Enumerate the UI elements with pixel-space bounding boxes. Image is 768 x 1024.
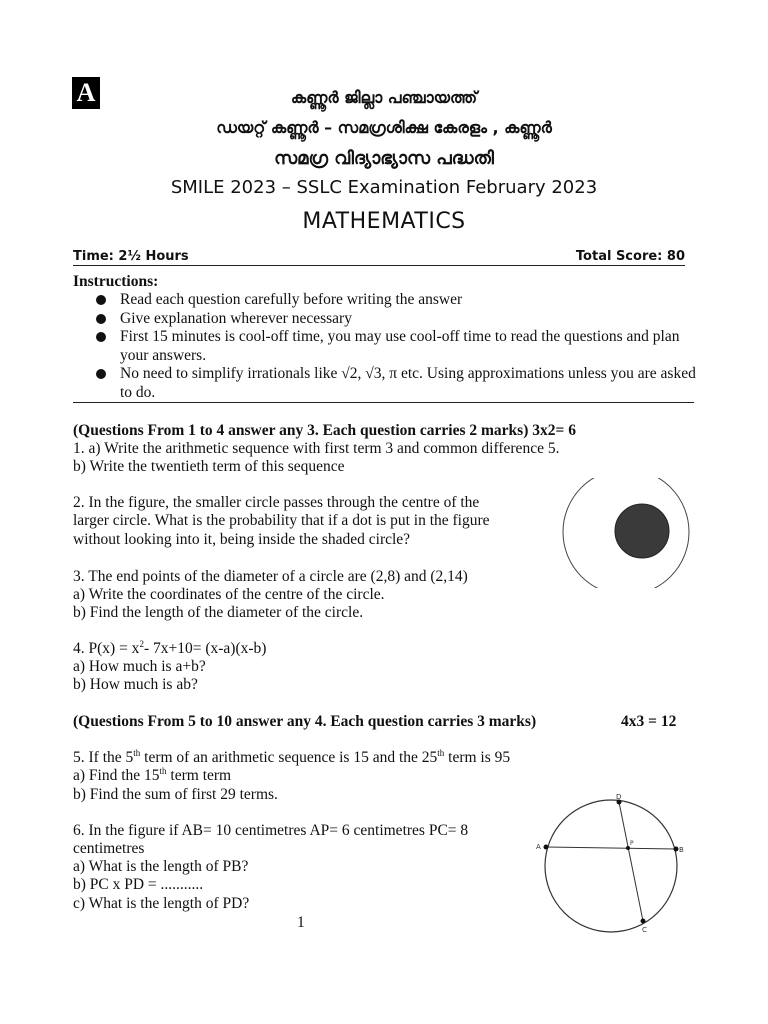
divider (73, 265, 685, 266)
shaded-circle (615, 504, 669, 558)
chord-ab (546, 847, 676, 849)
question-2-line2: larger circle. What is the probability that if a dot is put in the figure (73, 512, 490, 529)
exam-meta (73, 249, 685, 264)
section2-heading: (Questions From 5 to 10 answer any 4. Each question carries 3 marks) (73, 713, 537, 730)
q5-sup-1: th (133, 748, 141, 758)
question-2-line1: 2. In the figure, the smaller circle passes through the centre of the (73, 494, 480, 511)
exam-title: SMILE 2023 – SSLC Examination February 2023 (170, 177, 598, 198)
label-b: B (679, 846, 684, 854)
question-6c: c) What is the length of PD? (73, 895, 250, 912)
instructions-list (94, 291, 704, 402)
instruction-item: No need to simplify irrationals like √2, √3, π etc. Using approximations unless you are asked to do. (94, 365, 704, 402)
question-3b: b) Find the length of the diameter of the circle. (73, 604, 364, 621)
q4-expression-end: - 7x+10= (x-a)(x-b) (143, 640, 267, 657)
question-3: 3. The end points of the diameter of a circle are (2,8) and (2,14) (73, 568, 468, 585)
point-b (674, 847, 679, 852)
subject-title: MATHEMATICS (302, 209, 466, 234)
divider (73, 402, 694, 403)
label-d: D (616, 793, 622, 801)
instruction-item: Give explanation wherever necessary (94, 310, 704, 329)
q5-text-1: 5. If the 5 (73, 749, 134, 766)
question-4 (73, 640, 266, 659)
question-6a: a) What is the length of PB? (73, 858, 249, 875)
question-6-line2: centimetres (73, 840, 145, 857)
q5-sup-2: th (437, 748, 445, 758)
chord-circle (545, 800, 677, 932)
question-2-line3: without looking into it, being inside the shaded circle? (73, 531, 411, 548)
point-c (641, 919, 646, 924)
section2-marks: 4x3 = 12 (621, 713, 677, 730)
circles-figure (558, 478, 698, 588)
paper-set-badge: A (72, 77, 100, 109)
question-4b: b) How much is ab? (73, 676, 198, 693)
label-p: P (630, 840, 634, 847)
question-1b: b) Write the twentieth term of this sequence (73, 458, 345, 475)
question-4a: a) How much is a+b? (73, 658, 206, 675)
q4-exponent: 2 (139, 639, 144, 649)
instruction-item: Read each question carefully before writing the answer (94, 291, 704, 310)
q4-expression-start: 4. P(x) = x (73, 640, 140, 657)
question-6-line1: 6. In the figure if AB= 10 centimetres AP= 6 centimetres PC= 8 (73, 822, 469, 839)
instructions-heading: Instructions: (73, 273, 159, 290)
label-c: C (642, 926, 647, 934)
q5-text-3: term is 95 (444, 749, 511, 766)
chord-figure (530, 790, 700, 940)
instruction-item: First 15 minutes is cool-off time, you may use cool-off time to read the questions and plan your answers. (94, 328, 704, 365)
q5a-text-2: term term (166, 767, 232, 784)
question-5b: b) Find the sum of first 29 terms. (73, 786, 278, 803)
section1-heading: (Questions From 1 to 4 answer any 3. Each question carries 2 marks) 3x2= 6 (73, 422, 576, 439)
total-score-label: Total Score: 80 (575, 249, 685, 264)
chord-cd (619, 802, 643, 921)
header-district-panchayat: കണ്ണൂർ ജില്ലാ പഞ്ചായത്ത് (290, 88, 478, 107)
q5a-text-1: a) Find the 15 (73, 767, 160, 784)
q5-text-2: term of an arithmetic sequence is 15 and the 25 (140, 749, 438, 766)
question-5a (73, 767, 231, 786)
question-6b: b) PC x PD = ........... (73, 876, 204, 893)
question-1a: 1. a) Write the arithmetic sequence with first term 3 and common difference 5. (73, 440, 560, 457)
question-5 (73, 749, 510, 768)
point-a (544, 845, 549, 850)
q5a-sup: th (159, 766, 167, 776)
time-label: Time: 2½ Hours (73, 249, 189, 264)
page-number: 1 (297, 914, 305, 931)
header-project: സമഗ്ര വിദ്യാഭ്യാസ പദ്ധതി (274, 148, 494, 169)
header-diet-ssk: ഡയറ്റ് കണ്ണൂർ – സമഗ്രശിക്ഷ കേരളം , കണ്ണൂർ (216, 118, 552, 137)
question-3a: a) Write the coordinates of the centre of the circle. (73, 586, 385, 603)
label-a: A (536, 843, 541, 851)
